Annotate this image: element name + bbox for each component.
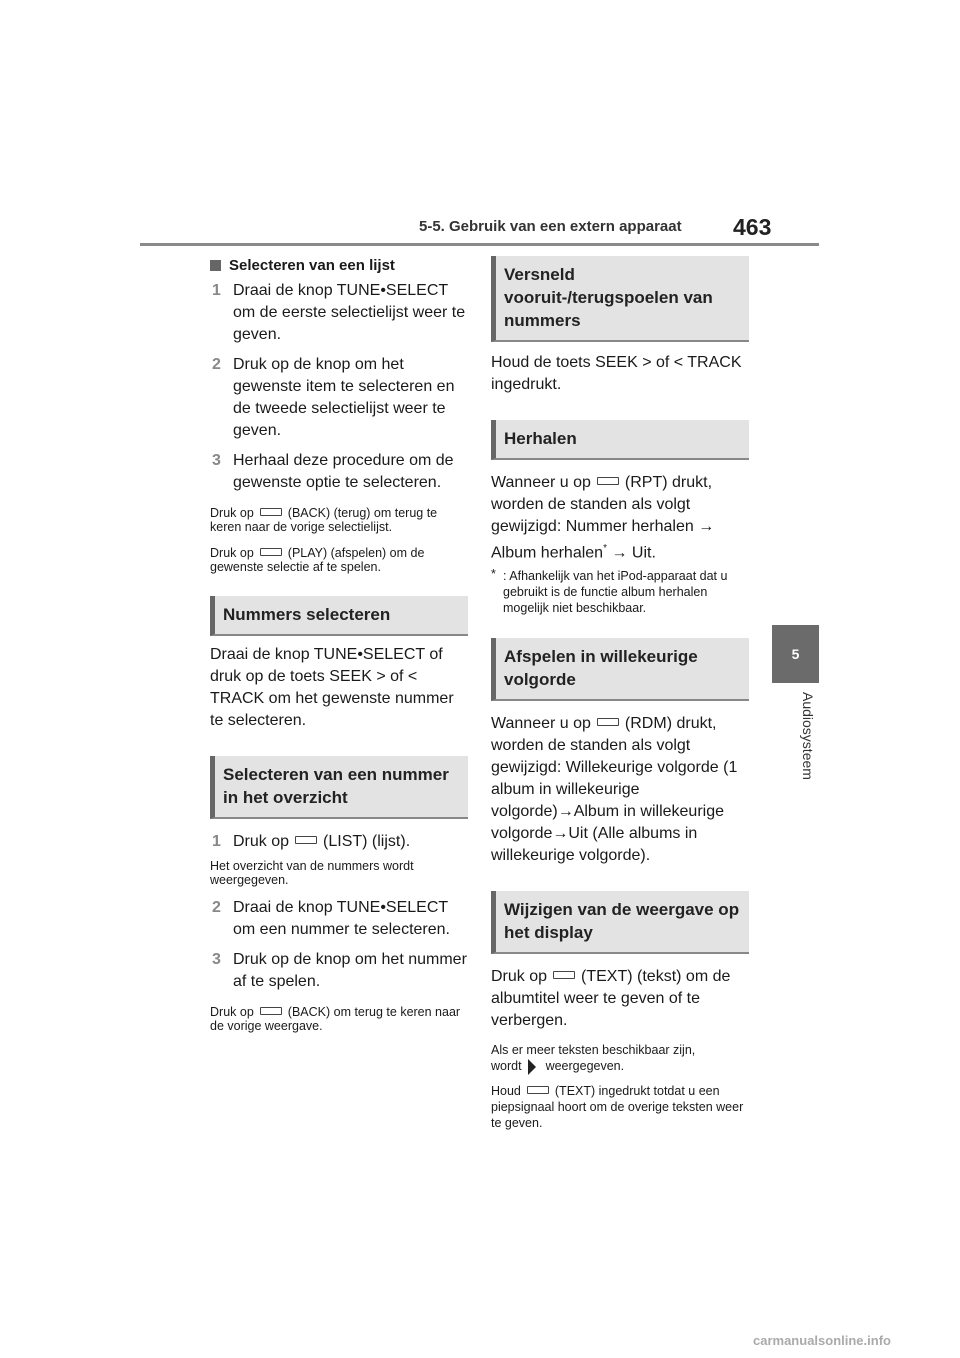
- square-bullet-icon: [210, 260, 221, 271]
- note-list: Het overzicht van de nummers wordt weergegeven.: [210, 859, 414, 887]
- note-back: [210, 506, 468, 534]
- chapter-tab-label: Audiosysteem: [800, 692, 816, 780]
- step-text: Draai de knop TUNE•SELECT om de eerste selectielijst weer te geven.: [233, 282, 466, 343]
- note-text: (BACK) om terug te keren naar de vorige weergave.: [210, 1005, 461, 1033]
- paragraph-text: Wanneer u op: [491, 715, 591, 733]
- step-number: 1: [212, 833, 221, 850]
- paragraph: Houd de toets SEEK > of < TRACK ingedrukt.: [491, 354, 742, 393]
- paragraph-text: → Uit.: [611, 544, 656, 562]
- step-text: Druk op: [233, 833, 290, 850]
- subheading: [210, 256, 468, 274]
- left-column: [210, 256, 468, 1033]
- section-heading: Herhalen: [491, 420, 749, 460]
- button-icon: [527, 1086, 549, 1094]
- button-icon: [260, 548, 282, 556]
- right-column: [491, 256, 749, 1131]
- step-2: [210, 897, 468, 941]
- footnote-text: : Afhankelijk van het iPod-apparaat dat u gebruikt is de functie album herhalen mogelijk niet beschikbaar.: [503, 569, 728, 616]
- chapter-title: 5-5. Gebruik van een extern apparaat: [419, 218, 682, 235]
- section-heading: Selecteren van een nummer in het overzicht: [210, 756, 468, 819]
- step-3: [210, 949, 468, 993]
- paragraph: [491, 966, 749, 1032]
- section-heading: Versneld vooruit-/terugspoelen van nummers: [491, 256, 749, 342]
- section-heading: Afspelen in willekeurige volgorde: [491, 638, 749, 701]
- subheading-text: Selecteren van een lijst: [229, 256, 395, 274]
- step-2: [210, 354, 468, 442]
- note-text: (TEXT) ingedrukt totdat u een piepsignaal hoort om de overige teksten weer te geven.: [491, 1084, 744, 1131]
- button-icon: [260, 1007, 282, 1015]
- step-number: 3: [212, 452, 221, 469]
- button-icon: [553, 971, 575, 979]
- chapter-tab-number: 5: [772, 625, 819, 683]
- step-text: Draai de knop TUNE•SELECT om een nummer te selecteren.: [233, 899, 450, 938]
- note-text: (BACK) (terug) om terug te keren naar de vorige selectielijst.: [210, 506, 438, 534]
- footnote-mark: *: [491, 567, 496, 582]
- paragraph-text: Wanneer u op: [491, 474, 591, 491]
- paragraph-text: Druk op: [491, 968, 548, 986]
- button-icon: [260, 508, 282, 516]
- paragraph-text: (TEXT) (tekst) om de albumtitel weer te geven of te verbergen.: [491, 968, 731, 1030]
- step-text: Druk op de knop om het gewenste item te selecteren en de tweede selectielijst weer te geven.: [233, 356, 455, 439]
- note-text: Druk op: [210, 1005, 254, 1019]
- footnote-ref: *: [603, 543, 607, 554]
- step-number: 2: [212, 356, 221, 373]
- note-text: wordt: [491, 1059, 522, 1074]
- step-text: Herhaal deze procedure om de gewenste optie te selecteren.: [233, 452, 454, 491]
- step-1: [210, 280, 468, 346]
- paragraph: [491, 472, 749, 564]
- arrow-right-icon: [528, 1059, 536, 1075]
- step-number: 1: [212, 282, 221, 299]
- paragraph-text: (RDM) drukt, worden de standen als volgt gewijzigd: Willekeurige volgorde (1 album in willekeurige volgorde)→Album in willekeurige volgorde→Uit (Alle albums in willekeurige volgorde).: [491, 715, 738, 865]
- paragraph: [491, 713, 749, 867]
- step-text: Druk op de knop om het nummer af te spelen.: [233, 951, 467, 990]
- step-3: [210, 450, 468, 494]
- note-text: Als er meer teksten beschikbaar zijn,: [491, 1043, 696, 1058]
- note-play: [210, 546, 468, 574]
- step-number: 3: [212, 951, 221, 968]
- button-icon: [295, 836, 317, 844]
- note-back: [210, 1005, 468, 1033]
- note-text: Druk op: [210, 546, 254, 560]
- paragraph-text: (RPT) drukt, worden de standen als volgt gewijzigd: Nummer herhalen → Album herhalen: [491, 474, 715, 562]
- header-divider: [140, 243, 819, 246]
- note-text: Houd: [491, 1084, 521, 1099]
- section-heading: Wijzigen van de weergave op het display: [491, 891, 749, 954]
- note-more: [491, 1042, 749, 1075]
- step-text: (LIST) (lijst).: [323, 833, 411, 850]
- note-text: (PLAY) (afspelen) om de gewenste selectie af te spelen.: [210, 546, 425, 574]
- paragraph: Draai de knop TUNE•SELECT of druk op de toets SEEK > of < TRACK om het gewenste nummer te selecteren.: [210, 646, 454, 729]
- button-icon: [597, 718, 619, 726]
- note-hold: [491, 1083, 749, 1131]
- page-number: 463: [733, 214, 772, 240]
- section-heading: Nummers selecteren: [210, 596, 468, 636]
- note-text: weergegeven.: [545, 1059, 625, 1074]
- watermark: carmanualsonline.info: [753, 1333, 891, 1348]
- step-1: [210, 831, 468, 853]
- step-number: 2: [212, 899, 221, 916]
- button-icon: [597, 477, 619, 485]
- footnote: [491, 568, 749, 616]
- note-text: Druk op: [210, 506, 254, 520]
